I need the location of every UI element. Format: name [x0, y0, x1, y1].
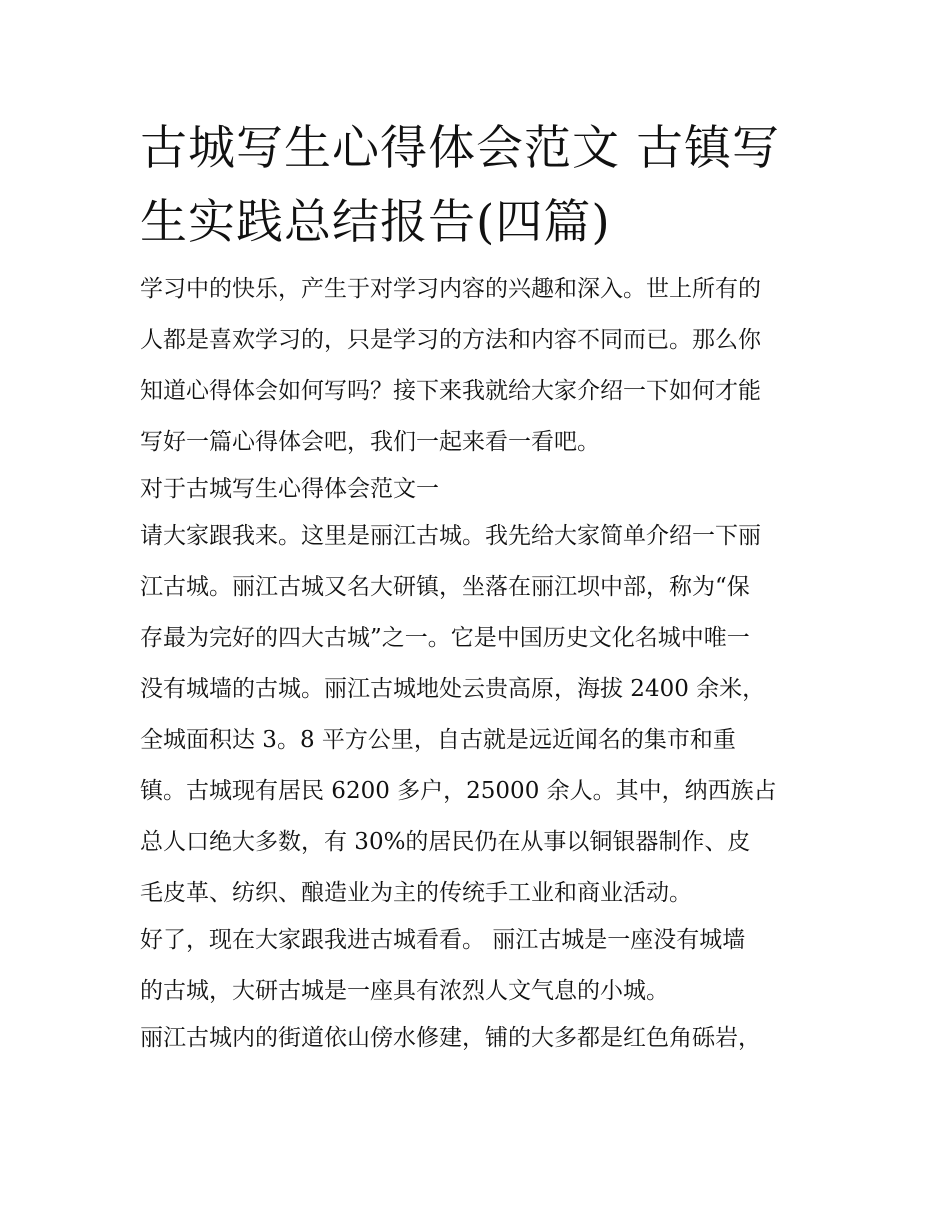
text-line: 请大家跟我来。这里是丽江古城。我先给大家简单介绍一下丽 [140, 523, 761, 549]
text-line: 没有城墙的古城。丽江古城地处云贵高原，海拔 2400 余米， [140, 676, 766, 702]
text-line: 全城面积达 3。8 平方公里，自古就是远近闻名的集市和重 [140, 727, 736, 753]
text-line: 好了，现在大家跟我进古城看看。 丽江古城是一座没有城墙 [140, 927, 746, 953]
text-line: 江古城。丽江古城又名大研镇，坐落在丽江坝中部，称为“保 [140, 574, 750, 600]
paragraph-intro [140, 278, 830, 454]
section-heading [140, 478, 830, 501]
document-body [140, 278, 830, 1050]
text-line: 镇。古城现有居民 6200 多户，25000 余人。其中，纳西族占 [140, 778, 777, 804]
text-line: 丽江古城内的街道依山傍水修建，铺的大多都是红色角砾岩， [140, 1025, 761, 1051]
text-line: 的古城，大研古城是一座具有浓烈人文气息的小城。 [140, 978, 669, 1004]
text-line: 人都是喜欢学习的，只是学习的方法和内容不同而已。那么你 [140, 327, 761, 353]
text-line: 知道心得体会如何写吗？接下来我就给大家介绍一下如何才能 [140, 378, 761, 404]
paragraph-lijiang-intro [140, 525, 830, 905]
document-title [140, 112, 820, 260]
paragraph-streets [140, 1027, 830, 1050]
text-line: 总人口绝大多数，有 30%的居民仍在从事以铜银器制作、皮 [140, 829, 751, 855]
text-line: 对于古城写生心得体会范文一 [140, 476, 439, 502]
title-line: 生实践总结报告(四篇) [140, 195, 611, 250]
text-line: 学习中的快乐，产生于对学习内容的兴趣和深入。世上所有的 [140, 276, 761, 302]
text-line: 存最为完好的四大古城”之一。它是中国历史文化名城中唯一 [140, 625, 750, 651]
text-line: 毛皮革、纺织、酿造业为主的传统手工业和商业活动。 [140, 880, 692, 906]
text-line: 写好一篇心得体会吧，我们一起来看一看吧。 [140, 429, 600, 455]
paragraph-enter-town [140, 929, 830, 1003]
title-line: 古城写生心得体会范文 古镇写 [140, 121, 780, 176]
